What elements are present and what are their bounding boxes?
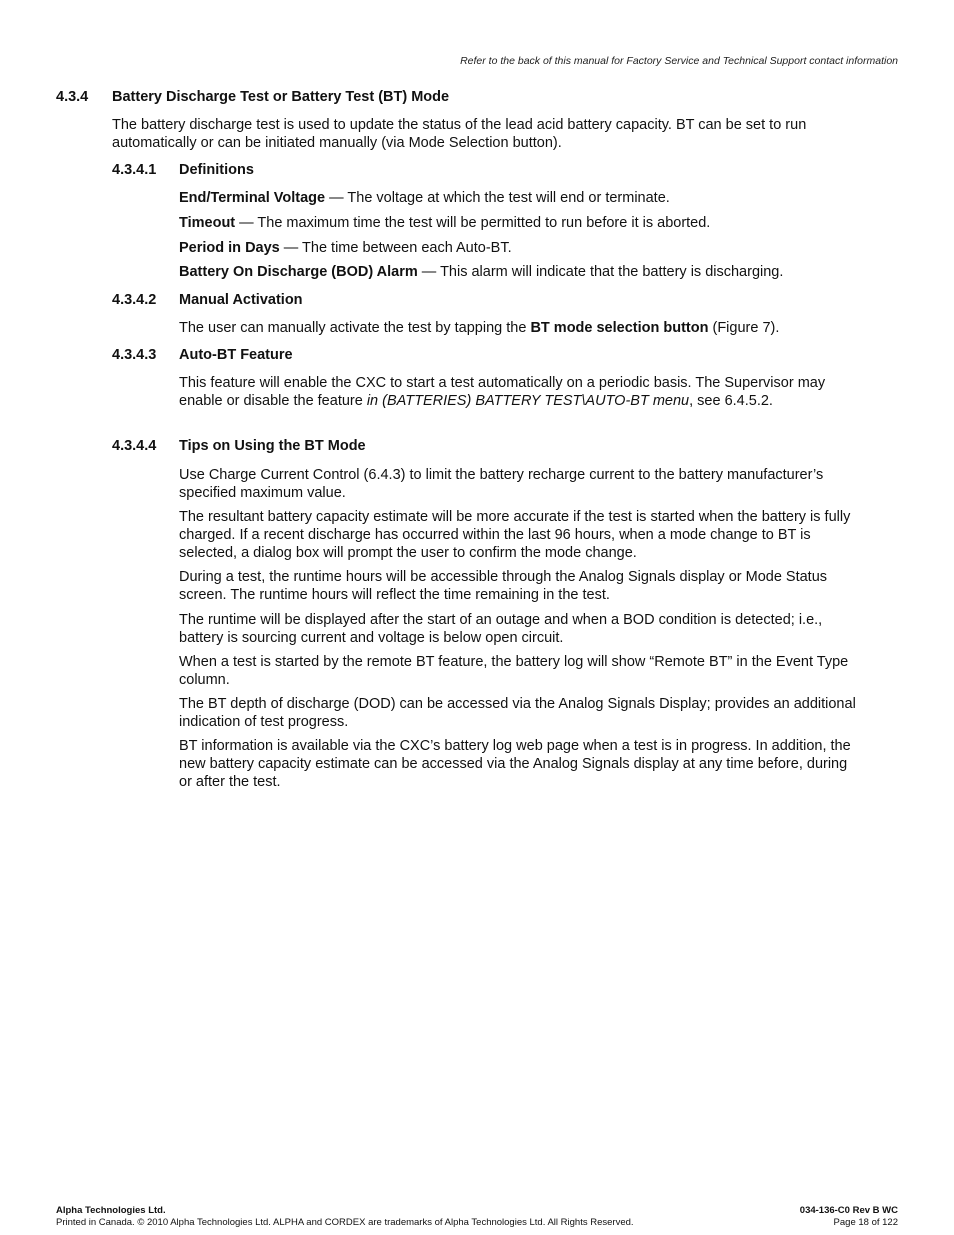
- section-title: Battery Discharge Test or Battery Test (BT) Mode: [112, 89, 450, 105]
- tips-paragraph: The resultant battery capacity estimate will be more accurate if the test is started when the battery is fully charged. If a recent discharge has occurred within the last 96 hours, when a mode change to BT is selected, a dialog box will prompt the user to confirm the mode change.: [179, 509, 851, 561]
- definition-item: [179, 263, 879, 281]
- autobt-italic-text: in (BATTERIES) BATTERY TEST\AUTO-BT menu: [366, 393, 690, 409]
- autobt-title: Auto-BT Feature: [179, 347, 293, 363]
- tips-paragraph: BT information is available via the CXC’s battery log web page when a test is in progress. In addition, the new battery capacity estimate can be accessed via the Analog Signals display at any time before, during or after the test.: [179, 738, 851, 790]
- section-number: 4.3.4: [56, 89, 89, 105]
- definitions-number: 4.3.4.1: [112, 162, 157, 178]
- manual-text-after: (Figure 7).: [708, 320, 780, 336]
- definition-term: End/Terminal Voltage: [179, 190, 326, 206]
- manual-heading: [112, 292, 303, 308]
- definition-item: [179, 239, 879, 257]
- definitions-title: Definitions: [179, 162, 254, 178]
- tips-paragraph: Use Charge Current Control (6.4.3) to limit the battery recharge current to the battery manufacturer’s specified maximum value.: [179, 467, 824, 501]
- tips-number: 4.3.4.4: [112, 438, 157, 454]
- section-intro: The battery discharge test is used to update the status of the lead acid battery capacity. BT can be set to run automatically or can be initiated manually (via Mode Selection button).: [112, 117, 807, 151]
- autobt-paragraph: [179, 374, 859, 410]
- definition-text: — The voltage at which the test will end or terminate.: [325, 190, 670, 206]
- footer-doc-number: 034-136-C0 Rev B WC: [799, 1205, 898, 1216]
- header-note: Refer to the back of this manual for Factory Service and Technical Support contact information: [460, 55, 898, 67]
- definition-text: — The maximum time the test will be permitted to run before it is aborted.: [235, 215, 711, 231]
- definitions-heading: [112, 162, 254, 178]
- footer-page-number: Page 18 of 122: [833, 1217, 898, 1228]
- definition-term: Battery On Discharge (BOD) Alarm: [179, 264, 418, 280]
- definition-item: [179, 189, 879, 207]
- autobt-heading: [112, 347, 293, 363]
- tips-paragraph: The BT depth of discharge (DOD) can be accessed via the Analog Signals Display; provides an additional indication of test progress.: [179, 696, 856, 730]
- autobt-text-after: , see 6.4.5.2.: [689, 393, 773, 409]
- footer-copyright: Printed in Canada. © 2010 Alpha Technologies Ltd. ALPHA and CORDEX are trademarks of Alpha Technologies Ltd. All Rights Reserved.: [56, 1217, 634, 1228]
- definition-term: Timeout: [179, 215, 236, 231]
- manual-number: 4.3.4.2: [112, 292, 157, 308]
- autobt-text-before: This feature will enable the CXC to start a test automatically on a periodic basis. The Supervisor may enable or disable the feature: [179, 375, 826, 409]
- tips-title: Tips on Using the BT Mode: [179, 438, 366, 454]
- manual-bold-text: BT mode selection button: [530, 320, 709, 336]
- definition-term: Period in Days: [179, 240, 280, 256]
- manual-paragraph: [179, 319, 879, 337]
- autobt-number: 4.3.4.3: [112, 347, 157, 363]
- tips-paragraph: When a test is started by the remote BT feature, the battery log will show “Remote BT” in the Event Type column.: [179, 654, 849, 688]
- definition-text: — This alarm will indicate that the battery is discharging.: [417, 264, 784, 280]
- manual-text-before: The user can manually activate the test by tapping the: [179, 320, 531, 336]
- definition-text: — The time between each Auto-BT.: [279, 240, 512, 256]
- page-footer: [56, 1205, 898, 1229]
- manual-title: Manual Activation: [179, 292, 303, 308]
- definition-item: [179, 214, 879, 232]
- tips-paragraph: The runtime will be displayed after the start of an outage and when a BOD condition is detected; i.e., battery is sourcing current and voltage is below open circuit.: [179, 612, 823, 646]
- section-heading: [56, 89, 449, 105]
- tips-paragraph: During a test, the runtime hours will be accessible through the Analog Signals display or Mode Status screen. The runtime hours will reflect the time remaining in the test.: [179, 569, 828, 603]
- tips-heading: [112, 438, 366, 454]
- footer-company: Alpha Technologies Ltd.: [56, 1205, 166, 1216]
